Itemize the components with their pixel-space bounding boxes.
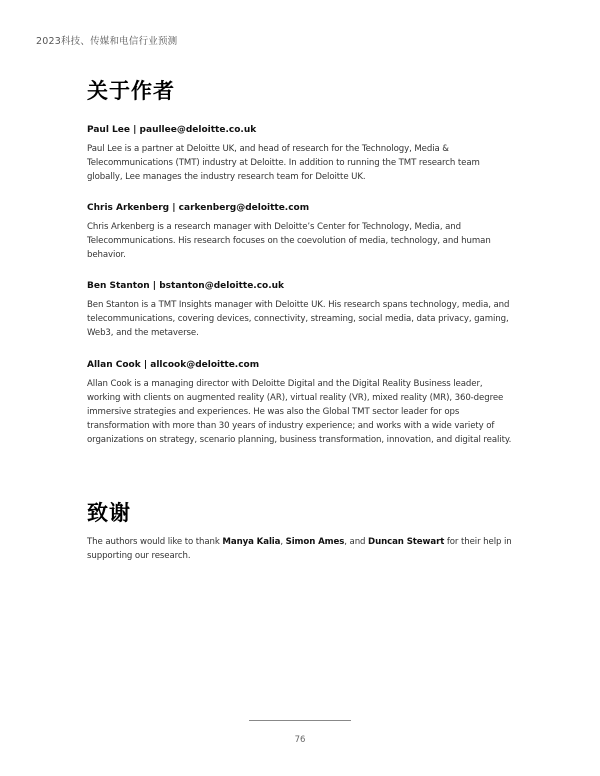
footer-divider: [249, 720, 351, 721]
author-bio: Chris Arkenberg is a research manager with Deloitte’s Center for Technology, Media, and Telecommunications. His research focuses on the coevolution of media, technology, and human behavior.: [87, 222, 491, 260]
thanked-name: Manya Kalia: [222, 537, 281, 547]
acknowledgements-prefix: The authors would like to thank: [87, 537, 223, 547]
author-bio: Allan Cook is a managing director with Deloitte Digital and the Digital Reality Business leader, working with clients on augmented reality (AR), virtual reality (VR), mixed reality (MR), 360-degree immersive strategies and experiences. He was also the Global TMT sector leader for ops transformation with more than 30 years of industry experience; and works with a wide variety of organizations on strategy, scenario planning, business transformation, innovation, and digital reality.: [87, 379, 512, 445]
acknowledgements-title: 致谢: [87, 501, 131, 525]
author-bio: Ben Stanton is a TMT Insights manager with Deloitte UK. His research spans technology, media, and telecommunications, covering devices, connectivity, streaming, social media, data privacy, gaming, Web3, and the metaverse.: [87, 300, 510, 338]
author-heading: Allan Cook | allcook@deloitte.com: [87, 360, 260, 370]
running-header: 2023科技、传媒和电信行业预测: [36, 36, 178, 47]
author-heading: Paul Lee | paullee@deloitte.co.uk: [87, 125, 257, 135]
author-entry: [87, 202, 513, 263]
thanked-name: Duncan Stewart: [368, 537, 445, 547]
author-entry: [87, 359, 513, 448]
name-separator: , and: [344, 537, 369, 547]
thanked-name: Simon Ames: [285, 537, 345, 547]
author-heading: Ben Stanton | bstanton@deloitte.co.uk: [87, 281, 285, 291]
author-bio: Paul Lee is a partner at Deloitte UK, and head of research for the Technology, Media & Telecommunications (TMT) industry at Deloitte. In addition to running the TMT research team globally, Lee manages the industry research team for Deloitte UK.: [87, 144, 480, 182]
acknowledgements-suffix: for their help in supporting our research.: [87, 537, 512, 561]
acknowledgements-text: [87, 536, 513, 564]
author-entry: [87, 280, 513, 341]
page-number: 76: [294, 735, 306, 745]
author-heading: Chris Arkenberg | carkenberg@deloitte.com: [87, 203, 310, 213]
name-separator: ,: [280, 537, 286, 547]
about-authors-title: 关于作者: [87, 79, 175, 103]
author-entry: [87, 124, 513, 185]
